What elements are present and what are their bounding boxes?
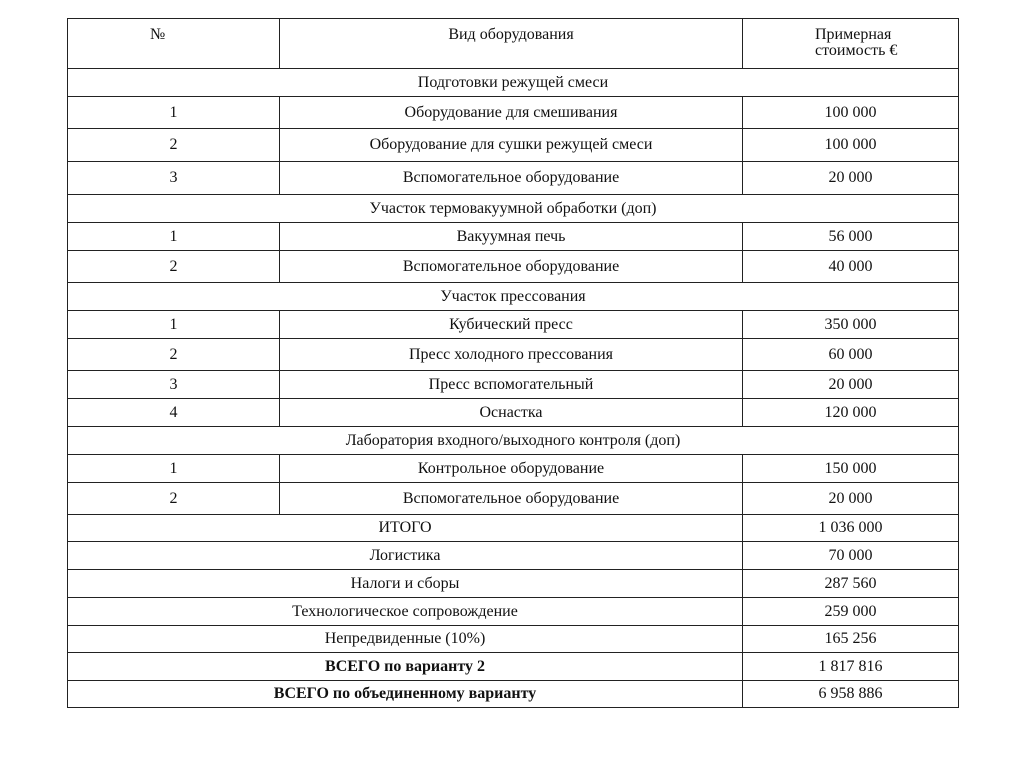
section-title: Лаборатория входного/выходного контроля (доп) [68,427,959,455]
total-row [68,653,959,681]
total-row [68,598,959,626]
item-number: 1 [68,223,280,251]
total-value: 1 036 000 [743,515,959,542]
item-number: 3 [68,371,280,399]
header-number: № [68,19,280,69]
equipment-name: Пресс холодного прессования [280,339,743,371]
table-row [68,97,959,129]
total-value: 287 560 [743,570,959,598]
section-row [68,195,959,223]
item-number: 2 [68,251,280,283]
equipment-name: Контрольное оборудование [280,455,743,483]
equipment-name: Кубический пресс [280,311,743,339]
total-label: ВСЕГО по объединенному варианту [68,681,743,708]
equipment-cost: 56 000 [743,223,959,251]
total-label: Налоги и сборы [68,570,743,598]
section-row [68,427,959,455]
section-title: Участок термовакуумной обработки (доп) [68,195,959,223]
total-value: 70 000 [743,542,959,570]
total-row [68,570,959,598]
header-equipment-type: Вид оборудования [280,19,743,69]
equipment-name: Пресс вспомогательный [280,371,743,399]
equipment-name: Вспомогательное оборудование [280,251,743,283]
total-value: 259 000 [743,598,959,626]
equipment-cost: 120 000 [743,399,959,427]
total-row [68,681,959,708]
item-number: 1 [68,311,280,339]
total-row [68,626,959,653]
equipment-cost: 40 000 [743,251,959,283]
header-approx-cost: Примерная стоимость € [743,19,959,69]
total-label: ВСЕГО по варианту 2 [68,653,743,681]
total-value: 165 256 [743,626,959,653]
table-row [68,399,959,427]
equipment-name: Вакуумная печь [280,223,743,251]
total-row [68,542,959,570]
total-value: 1 817 816 [743,653,959,681]
total-label: Непредвиденные (10%) [68,626,743,653]
equipment-cost: 100 000 [743,129,959,162]
table-row [68,483,959,515]
section-row [68,283,959,311]
table-row [68,311,959,339]
table-row [68,455,959,483]
table-header-row [68,19,959,69]
equipment-name: Оборудование для смешивания [280,97,743,129]
equipment-cost: 100 000 [743,97,959,129]
total-label: ИТОГО [68,515,743,542]
table-row [68,129,959,162]
total-row [68,515,959,542]
item-number: 3 [68,162,280,195]
section-row [68,69,959,97]
item-number: 1 [68,97,280,129]
equipment-name: Вспомогательное оборудование [280,162,743,195]
total-label: Логистика [68,542,743,570]
item-number: 4 [68,399,280,427]
table-row [68,339,959,371]
item-number: 2 [68,339,280,371]
table-row [68,223,959,251]
equipment-cost-table [67,18,959,708]
item-number: 2 [68,129,280,162]
section-title: Подготовки режущей смеси [68,69,959,97]
equipment-cost: 60 000 [743,339,959,371]
total-label: Технологическое сопровождение [68,598,743,626]
equipment-cost: 150 000 [743,455,959,483]
item-number: 2 [68,483,280,515]
section-title: Участок прессования [68,283,959,311]
equipment-cost: 350 000 [743,311,959,339]
equipment-name: Вспомогательное оборудование [280,483,743,515]
table-row [68,371,959,399]
equipment-cost: 20 000 [743,483,959,515]
item-number: 1 [68,455,280,483]
table-row [68,251,959,283]
equipment-cost: 20 000 [743,162,959,195]
equipment-cost: 20 000 [743,371,959,399]
equipment-name: Оснастка [280,399,743,427]
table-row [68,162,959,195]
total-value: 6 958 886 [743,681,959,708]
equipment-name: Оборудование для сушки режущей смеси [280,129,743,162]
